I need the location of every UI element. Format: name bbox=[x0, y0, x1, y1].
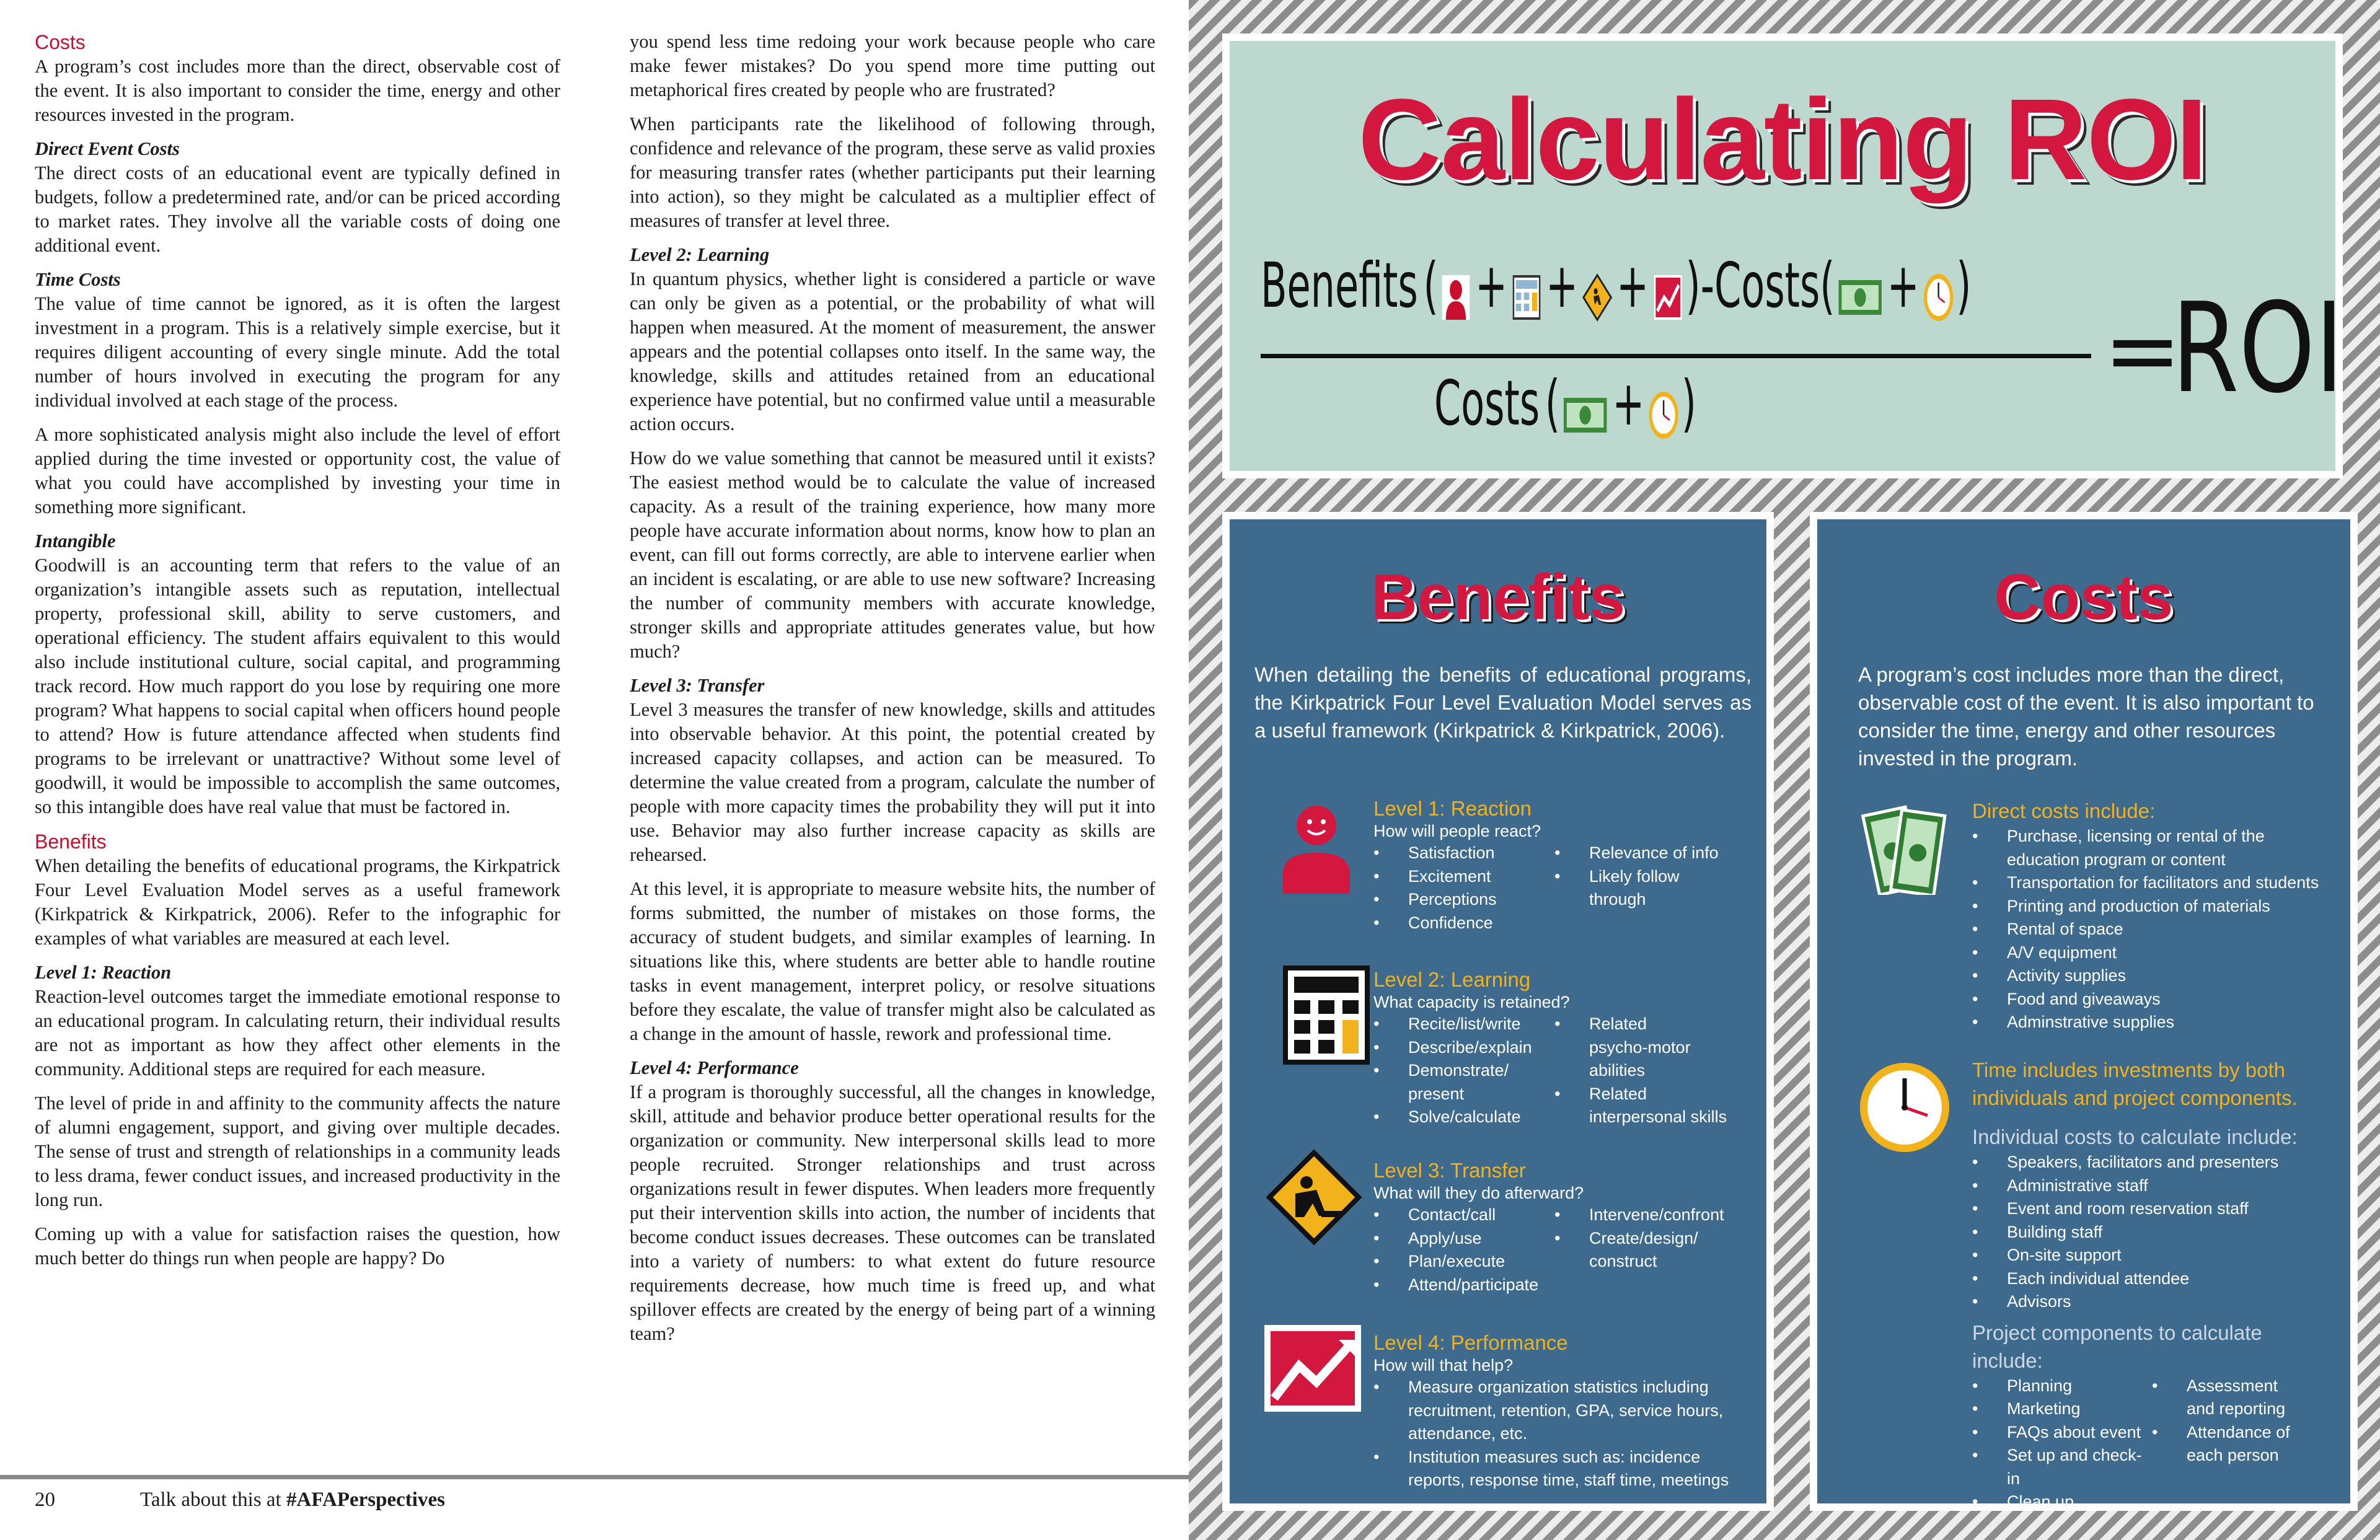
person-icon bbox=[1440, 261, 1471, 310]
list-item: • Relevance of info bbox=[1554, 842, 1728, 865]
footer-callout bbox=[140, 1486, 445, 1513]
roi-result: ROI bbox=[2172, 276, 2344, 421]
level-question: What capacity is retained? bbox=[1373, 993, 1570, 1011]
list-item: • Contact/call bbox=[1373, 1203, 1554, 1227]
list-item: • Satisfaction bbox=[1373, 842, 1554, 865]
list-item: • Assessment and reporting bbox=[2152, 1375, 2307, 1421]
subheading-level4: Level 4: Performance bbox=[630, 1057, 799, 1078]
money-icon bbox=[1837, 261, 1883, 310]
open-paren: ( bbox=[1545, 367, 1561, 439]
list-item: • Related interpersonal skills bbox=[1554, 1083, 1740, 1129]
text-column-2 bbox=[630, 30, 1155, 1356]
paragraph: you spend less time redoing your work because people who care make fewer mistakes? Do you spend more time putting out metaphorical fires created by people who are frustrated? bbox=[630, 31, 1155, 100]
paragraph: A program’s cost includes more than the direct, observable cost of the event. It is also important to consider the time, energy and other resources invested in the program. bbox=[35, 56, 560, 125]
plus-sign: + bbox=[1612, 367, 1645, 439]
list-item: • Institution measures such as: incidence reports, response time, staff time, meetings bbox=[1373, 1446, 1745, 1492]
level-title: Level 4: Performance bbox=[1373, 1331, 1568, 1354]
text-column-1 bbox=[35, 30, 560, 1280]
list-item: • Demonstrate/ present bbox=[1373, 1059, 1497, 1106]
section-heading-costs: Costs bbox=[35, 31, 86, 53]
level-2-block bbox=[1373, 968, 1740, 1129]
clock-icon bbox=[1923, 261, 1954, 310]
money-stack-icon bbox=[1858, 802, 1951, 895]
footer-prefix: Talk about this at bbox=[140, 1489, 286, 1511]
list-item: • Recite/list/write bbox=[1373, 1013, 1554, 1036]
time-costs-block bbox=[1972, 1056, 2319, 1514]
level-4-block bbox=[1373, 1331, 1745, 1492]
direct-costs-block bbox=[1972, 797, 2325, 1034]
equals-sign: = bbox=[2104, 297, 2182, 405]
plus-sign: + bbox=[1546, 249, 1579, 322]
list-item: • Perceptions bbox=[1373, 888, 1554, 912]
paragraph: At this level, it is appropriate to measure website hits, the number of forms submitted, the number of mistakes on those forms, the accuracy of student budgets, and similar examples of learning. In situations like this, where students are better able to handle routine tasks in event management, interpret policy, or resolve situations before they escalate, the value of transfer might also be calculated as a change in the amount of hassle, rework and professional time. bbox=[630, 878, 1155, 1044]
list-item: • Adminstrative supplies bbox=[1972, 1011, 2325, 1034]
page-number: 20 bbox=[35, 1489, 55, 1511]
formula-denominator bbox=[1434, 363, 1696, 444]
paragraph: The direct costs of an educational event are typically defined in budgets, follow a predetermined rate, and/or can be priced according to market rates. They involve all the variable costs of doing one additional event. bbox=[35, 162, 560, 256]
section-heading-benefits: Benefits bbox=[35, 830, 107, 853]
clock-icon bbox=[1648, 379, 1679, 428]
list-item: • FAQs about event bbox=[1972, 1421, 2152, 1445]
level-title: Level 3: Transfer bbox=[1373, 1159, 1526, 1182]
trend-chart-icon bbox=[1264, 1325, 1361, 1412]
paragraph: How do we value something that cannot be measured until it exists? The easiest method would be to calculate the value of increased capacity. As a result of the training experience, how many more people have accurate information about norms, know how to plan an event, can fill out forms correctly, are able to intervene earlier when an incident is escalating, or are able to use new software? Increasing the number of community members with accurate knowledge, stronger skills and appropriate attitudes generates value, but how much? bbox=[630, 447, 1155, 662]
open-paren: ( bbox=[1820, 249, 1835, 322]
costs-title: Costs bbox=[1994, 561, 2174, 633]
subheading-level1: Level 1: Reaction bbox=[35, 962, 172, 983]
list-item: • Rental of space bbox=[1972, 918, 2325, 941]
list-item: • Speakers, facilitators and presenters bbox=[1972, 1151, 2319, 1174]
costs-word: Costs bbox=[1714, 249, 1820, 322]
plus-sign: + bbox=[1475, 249, 1508, 322]
level-1-block bbox=[1373, 797, 1728, 935]
benefits-word: Benefits bbox=[1261, 249, 1418, 322]
list-item: • Intervene/confront bbox=[1554, 1203, 1740, 1227]
level-title: Level 1: Reaction bbox=[1373, 797, 1532, 820]
direct-costs-title: Direct costs include: bbox=[1972, 799, 2156, 822]
list-item: • Confidence bbox=[1373, 912, 1554, 935]
individual-costs-title: Individual costs to calculate include: bbox=[1972, 1125, 2298, 1148]
level-question: What will they do afterward? bbox=[1373, 1184, 1584, 1202]
list-item: • A/V equipment bbox=[1972, 941, 2325, 965]
subheading-intangible: Intangible bbox=[35, 530, 116, 552]
infographic-title: Calculating ROI bbox=[1358, 76, 2207, 204]
list-item: • Apply/use bbox=[1373, 1227, 1554, 1251]
paragraph: The level of pride in and affinity to the community affects the nature of alumni engagement, support, and giving over multiple decades. The sense of trust and strength of relationships in a community leads to less drama, fewer conduct issues, and increased productivity in the long run. bbox=[35, 1093, 560, 1210]
list-item: • Plan/execute bbox=[1373, 1250, 1554, 1274]
roi-formula-box bbox=[1222, 33, 2343, 478]
formula-numerator bbox=[1261, 245, 1971, 326]
subheading-level3: Level 3: Transfer bbox=[630, 675, 765, 696]
roi-infographic bbox=[1189, 0, 2380, 1540]
list-item: • Administrative staff bbox=[1972, 1174, 2319, 1198]
list-item: • Planning bbox=[1972, 1375, 2152, 1398]
footer-rule bbox=[0, 1475, 1189, 1479]
worker-sign-icon bbox=[1266, 1149, 1362, 1246]
hashtag-link[interactable]: #AFAPerspectives bbox=[286, 1489, 445, 1511]
list-item: • Excitement bbox=[1373, 865, 1554, 889]
list-item: • Marketing bbox=[1972, 1397, 2152, 1421]
list-item: • Food and giveaways bbox=[1972, 988, 2325, 1011]
level-question: How will that help? bbox=[1373, 1356, 1514, 1375]
plus-sign: + bbox=[1616, 249, 1649, 322]
level-3-block bbox=[1373, 1159, 1740, 1296]
plus-sign: + bbox=[1887, 249, 1919, 322]
fraction-bar bbox=[1261, 354, 2091, 358]
calculator-icon bbox=[1283, 966, 1370, 1065]
list-item: • Advisors bbox=[1972, 1290, 2319, 1314]
subheading-level2: Level 2: Learning bbox=[630, 244, 770, 265]
paragraph: Goodwill is an accounting term that refers to the value of an organization’s intangible assets such as reputation, intellectual property, professional skill, ability to serve customers, and operational efficiency. The student affairs equivalent to this would also include institutional culture, social capital, and programming track record. How much rapport do you lose by requiring one more program? What happens to social capital when officers hound people to attend? How is future attendance affected when students find programs to be irrelevant or unattractive? Without some level of goodwill, it would be impossible to accomplish the same outcomes, so this intangible does have real value that must be factored in. bbox=[35, 555, 560, 817]
clock-icon bbox=[1858, 1061, 1951, 1154]
paragraph: Level 3 measures the transfer of new knowledge, skills and attitudes into observable behavior. At this point, the potential created by increased capacity collapses, and action can be measured. To determine the value created from a program, calculate the number of people with more capacity times the probability they will put it into use. Behavior may also further increase capacity as skills are rehearsed. bbox=[630, 699, 1155, 865]
costs-panel bbox=[1810, 512, 2358, 1511]
benefits-title: Benefits bbox=[1370, 561, 1626, 633]
close-paren: ) bbox=[1681, 367, 1696, 439]
person-icon bbox=[1279, 801, 1354, 894]
worker-sign-icon bbox=[1582, 261, 1613, 310]
subheading-time: Time Costs bbox=[35, 269, 121, 290]
list-item: • Building staff bbox=[1972, 1221, 2319, 1244]
paragraph: If a program is thoroughly successful, all the changes in knowledge, skill, attitude and behavior produce better operational results for the organization or community. New interpersonal skills lead to more people recruited. Stronger relationships and trust across organizations result in fewer disputes. When leaders more frequently put their intervention skills into action, the number of incidents that become conduct issues decreases. These outcomes can be translated into a variety of numbers: to what extent do future resource requirements decrease, how much time is freed up, and what spillover effects are created by the energy of being part of a winning team? bbox=[630, 1081, 1155, 1344]
list-item: • Printing and production of materials bbox=[1972, 895, 2325, 918]
list-item: • Measure organization statistics including recruitment, retention, GPA, service hours, attendance, etc. bbox=[1373, 1376, 1745, 1446]
costs-word: Costs bbox=[1434, 367, 1540, 439]
open-paren: ( bbox=[1423, 249, 1439, 322]
list-item: • Related psycho-motor abilities bbox=[1554, 1013, 1703, 1083]
list-item: • Attendance of each person bbox=[2152, 1421, 2319, 1467]
list-item: • Activity supplies bbox=[1972, 964, 2325, 988]
list-item: • Clean up bbox=[1972, 1490, 2152, 1514]
costs-intro: A program’s cost includes more than the direct, observable cost of the event. It is also important to consider the time, energy and other resources invested in the program. bbox=[1858, 663, 2314, 770]
paragraph: A more sophisticated analysis might also include the level of effort applied during the time invested or opportunity cost, the value of what you could have accomplished by investing your time in something more significant. bbox=[35, 424, 560, 517]
close-paren-minus: )- bbox=[1685, 249, 1715, 322]
time-costs-title: Time includes investments by both individuals and project components. bbox=[1972, 1058, 2298, 1109]
paragraph: In quantum physics, whether light is considered a particle or wave can only be given as a potential, or the probability of what will happen when measured. At the moment of measurement, the answer appears and the potential collapses onto itself. In the same way, the knowledge, skills and attitudes retained from an educational experience have potential, but no confirmed value until a measurable action occurs. bbox=[630, 268, 1155, 434]
level-title: Level 2: Learning bbox=[1373, 968, 1531, 991]
paragraph: Coming up with a value for satisfaction raises the question, how much better do things run when people are happy? Do bbox=[35, 1223, 560, 1269]
benefits-panel bbox=[1222, 512, 1774, 1511]
list-item: • Event and room reservation staff bbox=[1972, 1197, 2319, 1221]
trend-chart-icon bbox=[1652, 261, 1683, 310]
money-icon bbox=[1562, 379, 1608, 428]
paragraph: When detailing the benefits of educational programs, the Kirkpatrick Four Level Evaluation Model serves as a useful framework (Kirkpatrick & Kirkpatrick, 2006). Refer to the infographic for examples of what variables are measured at each level. bbox=[35, 855, 560, 949]
level-question: How will people react? bbox=[1373, 822, 1541, 840]
benefits-intro: When detailing the benefits of educational programs, the Kirkpatrick Four Level Evaluation Model serves as a useful framework (Kirkpatrick & Kirkpatrick, 2006). bbox=[1254, 663, 1752, 742]
list-item: • On-site support bbox=[1972, 1244, 2319, 1267]
list-item: • Attend/participate bbox=[1373, 1274, 1554, 1297]
calculator-icon bbox=[1511, 261, 1542, 310]
paragraph: The value of time cannot be ignored, as it is often the largest investment in a program. This is a relatively simple exercise, but it requires diligent accounting of every single minute. Add the total number of hours involved in executing the program for any individual involved at each stage of the process. bbox=[35, 293, 560, 411]
list-item: • Likely follow through bbox=[1554, 865, 1697, 912]
list-item: • Each individual attendee bbox=[1972, 1267, 2319, 1291]
list-item: • Set up and check-in bbox=[1972, 1444, 2152, 1490]
list-item: • Solve/calculate bbox=[1373, 1106, 1554, 1129]
list-item: • Create/design/ construct bbox=[1554, 1227, 1709, 1274]
project-costs-title: Project components to calculate include: bbox=[1972, 1321, 2262, 1372]
subheading-direct: Direct Event Costs bbox=[35, 138, 180, 159]
paragraph: Reaction-level outcomes target the immediate emotional response to an educational program. In calculating return, their individual results are not as important as how they affect other elements in the community. Additional steps are required for each measure. bbox=[35, 986, 560, 1080]
paragraph: When participants rate the likelihood of following through, confidence and relevance of the program, these serve as valid proxies for measuring transfer rates (whether participants put their learning into action), so they might be calculated as a multiplier effect of measures of transfer at level three. bbox=[630, 113, 1155, 231]
list-item: • Purchase, licensing or rental of the education program or content bbox=[1972, 825, 2325, 871]
list-item: • Describe/explain bbox=[1373, 1036, 1554, 1060]
list-item: • Transportation for facilitators and students bbox=[1972, 871, 2325, 895]
close-paren: ) bbox=[1956, 249, 1972, 322]
